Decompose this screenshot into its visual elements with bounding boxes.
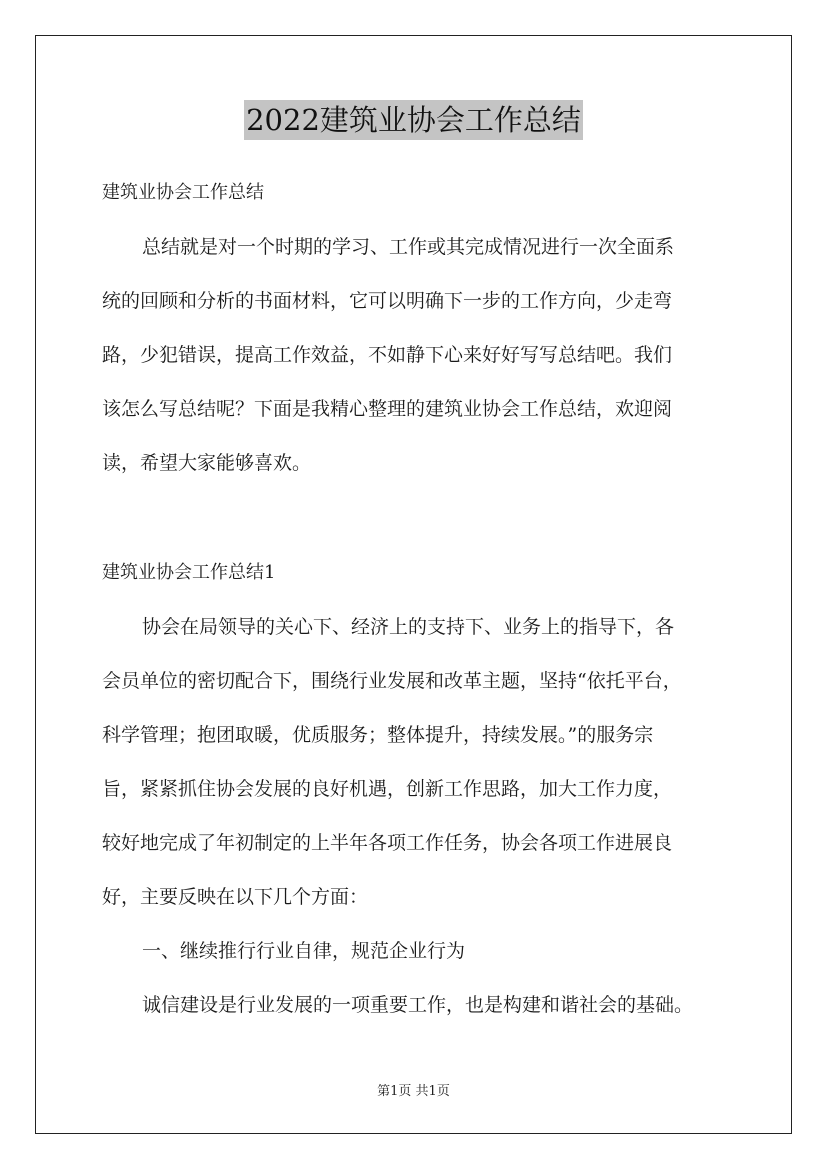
section1-line: 好，主要反映在以下几个方面： bbox=[102, 886, 369, 908]
intro-line: 路，少犯错误，提高工作效益，不如静下心来好好写写总结吧。我们 bbox=[102, 344, 673, 366]
section-heading: 建筑业协会工作总结1 bbox=[102, 562, 276, 583]
subtitle: 建筑业协会工作总结 bbox=[102, 182, 264, 203]
intro-line: 统的回顾和分析的书面材料，它可以明确下一步的工作方向，少走弯 bbox=[102, 290, 673, 312]
section1-line: 旨，紧紧抓住协会发展的良好机遇，创新工作思路，加大工作力度， bbox=[102, 778, 673, 800]
intro-line: 总结就是对一个时期的学习、工作或其完成情况进行一次全面系 bbox=[142, 236, 675, 258]
document-title: 2022建筑业协会工作总结 bbox=[244, 100, 583, 140]
section1-line: 协会在局领导的关心下、经济上的支持下、业务上的指导下，各 bbox=[142, 616, 675, 638]
point-heading: 一、继续推行行业自律，规范企业行为 bbox=[142, 940, 466, 962]
section1-line: 较好地完成了年初制定的上半年各项工作任务，协会各项工作进展良 bbox=[102, 832, 673, 854]
point-line: 诚信建设是行业发展的一项重要工作，也是构建和谐社会的基础。 bbox=[142, 994, 694, 1016]
section1-paragraph bbox=[102, 600, 742, 1032]
intro-line: 该怎么写总结呢？下面是我精心整理的建筑业协会工作总结，欢迎阅 bbox=[102, 398, 673, 420]
section1-line: 会员单位的密切配合下，围绕行业发展和改革主题，坚持“依托平台， bbox=[102, 670, 682, 692]
section1-line: 科学管理；抱团取暖，优质服务；整体提升，持续发展。”的服务宗 bbox=[102, 724, 654, 746]
page-footer: 第1页 共1页 bbox=[377, 1084, 450, 1099]
title-container bbox=[0, 100, 827, 140]
intro-line: 读，希望大家能够喜欢。 bbox=[102, 452, 312, 474]
intro-paragraph bbox=[102, 220, 742, 490]
